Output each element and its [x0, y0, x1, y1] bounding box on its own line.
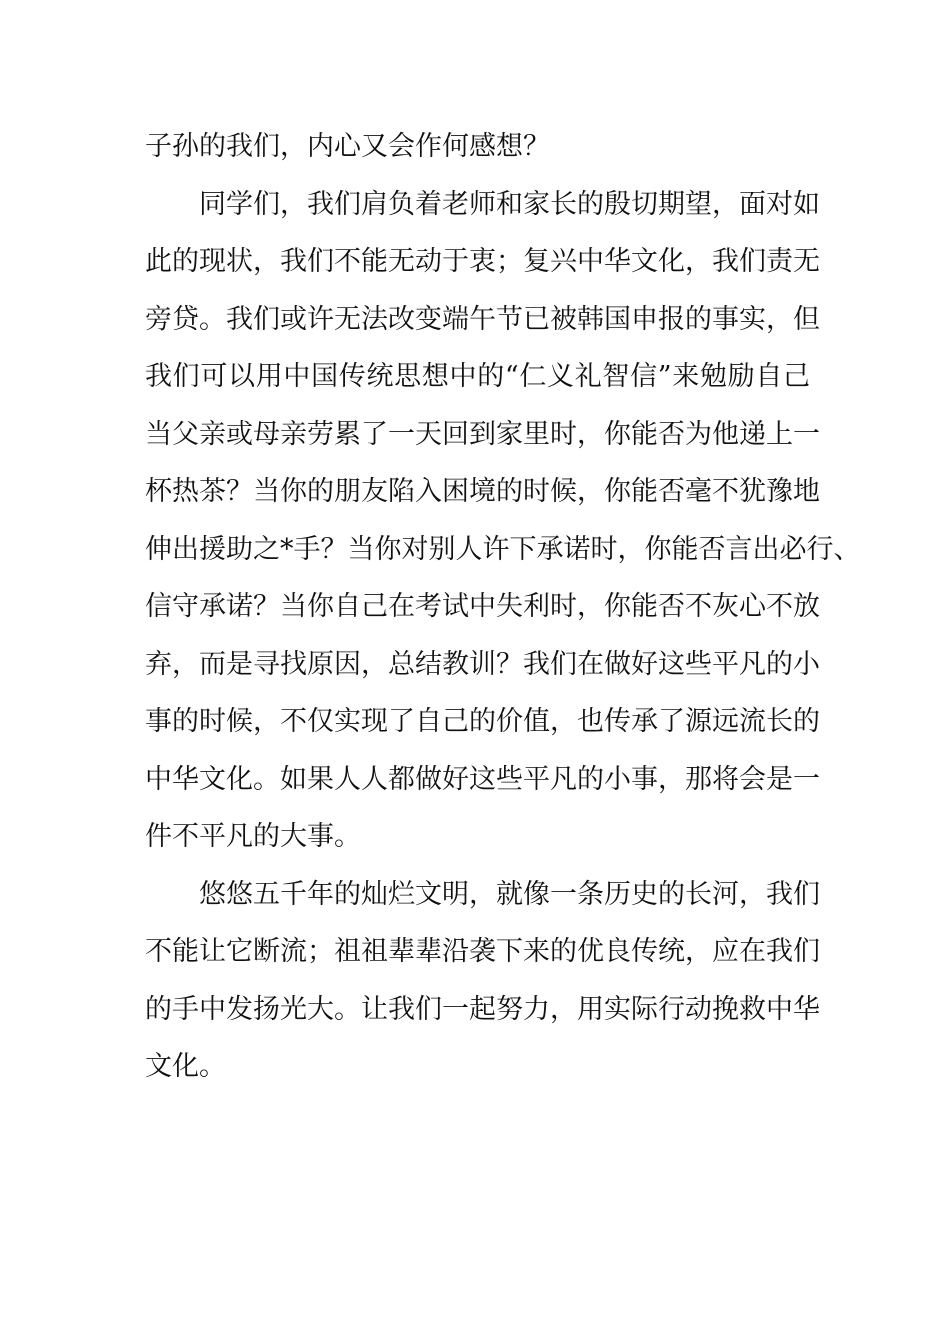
body-text: [145, 118, 861, 1096]
text-line: 旁贷。我们或许无法改变端午节已被韩国申报的事实，但: [145, 303, 820, 335]
text-line: 弃，而是寻找原因，总结教训？我们在做好这些平凡的小: [145, 648, 820, 680]
text-line: 不能让它断流；祖祖辈辈沿袭下来的优良传统，应在我们: [145, 936, 820, 967]
text-line: 子孙的我们，内心又会作何感想？: [145, 131, 550, 162]
text-line: 杯热茶？当你的朋友陷入困境的时候，你能否毫不犹豫地: [145, 476, 820, 507]
text-line: 信守承诺？当你自己在考试中失利时，你能否不灰心不放: [145, 591, 820, 622]
text-line: 事的时候，不仅实现了自己的价值，也传承了源远流长的: [145, 706, 820, 737]
text-line: 文化。: [145, 1051, 226, 1082]
text-line: 伸出援助之*手？当你对别人许下承诺时，你能否言出必行、: [145, 533, 861, 565]
text-line: 中华文化。如果人人都做好这些平凡的小事，那将会是一: [145, 763, 820, 795]
text-line: 此的现状，我们不能无动于衷；复兴中华文化，我们责无: [145, 246, 820, 277]
text-line: 我们可以用中国传统思想中的“仁义礼智信”来勉励自己: [145, 361, 810, 392]
text-line: 件不平凡的大事。: [145, 821, 361, 852]
text-line: 同学们，我们肩负着老师和家长的殷切期望，面对如: [199, 188, 820, 220]
text-line: 当父亲或母亲劳累了一天回到家里时，你能否为他递上一: [145, 418, 820, 450]
text-line: 悠悠五千年的灿烂文明，就像一条历史的长河，我们: [199, 878, 820, 910]
text-line: 的手中发扬光大。让我们一起努力，用实际行动挽救中华: [145, 993, 820, 1025]
